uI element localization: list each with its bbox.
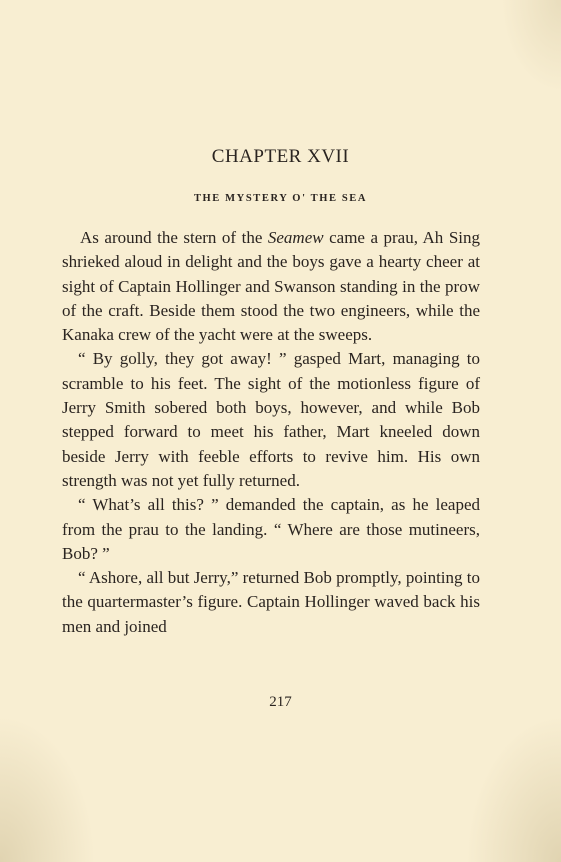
paragraph-text: “ What’s all this? ” demanded the captain, as he leaped from the prau to the landing. “ Where are those mutineers, Bob? ” bbox=[62, 495, 480, 563]
paragraph bbox=[62, 566, 480, 639]
paragraph-text: came a prau, Ah Sing shrieked aloud in delight and the boys gave a hearty cheer at sight of Captain Hollinger and Swanson standing in the prow of the craft. Beside them stood the two engineers, while the Kanaka crew of the yacht were at the sweeps. bbox=[62, 228, 480, 345]
paragraph-text: “ By golly, they got away! ” gasped Mart, managing to scramble to his feet. The sight of the motionless figure of Jerry Smith sobered both boys, however, and while Bob stepped forward to meet his father, Mart kneeled down beside Jerry with feeble efforts to revive him. His own strength was not yet fully returned. bbox=[62, 349, 480, 490]
chapter-subtitle: THE MYSTERY O' THE SEA bbox=[193, 193, 368, 204]
paragraph-text: “ Ashore, all but Jerry,” returned Bob promptly, pointing to the quartermaster’s figure. Captain Hollinger waved back his men and joined bbox=[62, 568, 480, 636]
ship-name: Seamew bbox=[267, 228, 324, 247]
paragraph bbox=[62, 226, 480, 347]
body-text bbox=[62, 226, 480, 639]
page-number: 217 bbox=[269, 694, 292, 710]
chapter-title: CHAPTER XVII bbox=[211, 146, 350, 167]
paragraph bbox=[62, 347, 480, 493]
paragraph bbox=[62, 493, 480, 566]
paragraph-text: As around the stern of the bbox=[80, 228, 268, 247]
